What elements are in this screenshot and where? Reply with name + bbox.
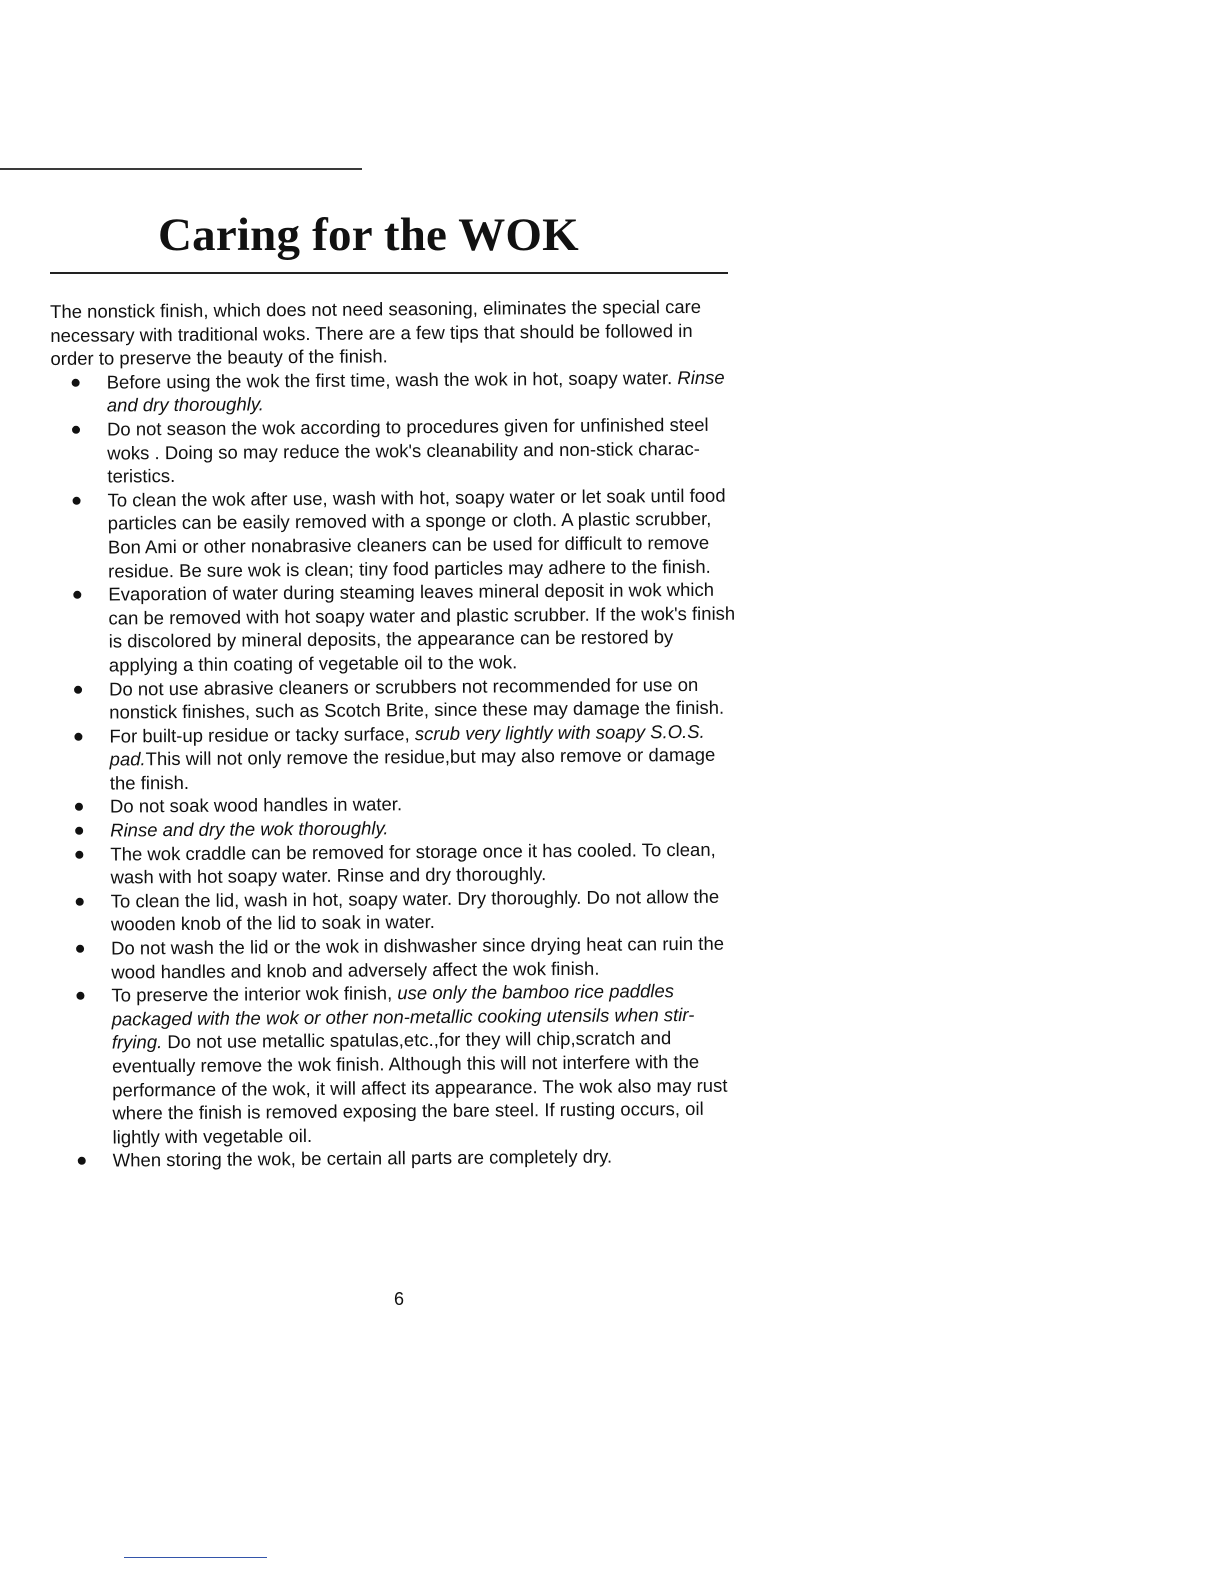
list-item bbox=[52, 578, 741, 678]
tip-emphasis: Rinse and dry thoroughly. bbox=[106, 366, 725, 416]
tip-text: Do not soak wood handles in water. bbox=[109, 793, 403, 818]
intro-paragraph: The nonstick finish, which does not need seasoning, eliminates the special care necessary with traditional woks. There are a few tips that should be followed in order to preserve the beauty of the finish. bbox=[50, 295, 702, 370]
list-item bbox=[55, 932, 743, 985]
bullet-icon bbox=[76, 992, 84, 1000]
list-item bbox=[51, 413, 740, 489]
bullet-icon bbox=[72, 426, 80, 434]
page-content bbox=[50, 295, 745, 1173]
tip-text-after: Do not use metallic spatulas,etc.,for they will chip,scratch and eventually remove the wok finish. Although this will not interfere with the performance of the wok, it will affect its appearance. The wok also may rust where the finish is removed exposing the bare steel. If rusting occurs, oil lightly with vegetable oil. bbox=[111, 1027, 728, 1148]
tip-text: Do not wash the lid or the wok in dishwasher since drying heat can ruin the wood handles and knob and adversely affect the wok finish. bbox=[111, 932, 725, 983]
tip-text: Do not season the wok according to procedures given for unfinished steel woks . Doing so may reduce the wok's cleanability and non-stick charac-teristics. bbox=[106, 413, 709, 487]
tip-text: The wok craddle can be removed for storage once it has cooled. To clean, wash with hot soapy water. Rinse and dry thoroughly. bbox=[110, 838, 716, 888]
list-item bbox=[54, 837, 742, 890]
tip-text: For built-up residue or tacky surface, bbox=[109, 722, 415, 747]
list-item bbox=[57, 1144, 745, 1173]
bullet-icon bbox=[74, 685, 82, 693]
list-item bbox=[55, 979, 744, 1150]
bullet-icon bbox=[73, 591, 81, 599]
tip-emphasis: scrub very lightly with soapy S.O.S. pad. bbox=[109, 720, 705, 770]
bottom-rule bbox=[124, 1557, 267, 1558]
bullet-icon bbox=[74, 732, 82, 740]
bullet-icon bbox=[76, 898, 84, 906]
tip-text-after: This will not only remove the residue,but may also remove or damage the finish. bbox=[109, 744, 716, 794]
bullet-icon bbox=[75, 803, 83, 811]
tip-text: To clean the lid, wash in hot, soapy water. Dry thoroughly. Do not allow the wooden knob of the lid to soak in water. bbox=[110, 885, 720, 935]
tip-emphasis: Rinse and dry the wok thoroughly. bbox=[110, 817, 389, 841]
bullet-icon bbox=[76, 945, 84, 953]
tip-emphasis: use only the bamboo rice paddles packaged with the wok or other non-metallic cooking utensils when stir-frying. bbox=[111, 980, 695, 1053]
tip-text: To clean the wok after use, wash with hot, soapy water or let soak until food particles can be easily removed with a sponge or cloth. A plastic scrubber, Bon Ami or other nonabrasive cleaners can be used for difficult to remove residue. Be sure wok is clean; tiny food particles may adhere to the finish. bbox=[107, 484, 726, 582]
bullet-icon bbox=[72, 379, 80, 387]
page-title: Caring for the WOK bbox=[158, 209, 579, 261]
bullet-icon bbox=[73, 497, 81, 505]
tip-text: To preserve the interior wok finish, bbox=[111, 982, 398, 1006]
bullet-icon bbox=[75, 827, 83, 835]
list-item bbox=[53, 719, 742, 795]
list-item bbox=[55, 884, 743, 937]
top-rule bbox=[0, 168, 362, 170]
list-item bbox=[51, 483, 740, 583]
list-item bbox=[51, 365, 739, 418]
title-underline bbox=[50, 272, 728, 274]
tip-text: Do not use abrasive cleaners or scrubbers not recommended for use on nonstick finishes, such as Scotch Brite, since these may damage the finish. bbox=[108, 673, 725, 723]
bullet-icon bbox=[78, 1157, 86, 1165]
bullet-icon bbox=[75, 850, 83, 858]
tip-text: Evaporation of water during steaming leaves mineral deposit in wok which can be removed with hot soapy water and plastic scrubber. If the wok's finish is discolored by mineral deposits, the appearance can be restored by applying a thin coating of vegetable oil to the wok. bbox=[108, 578, 736, 676]
care-tips-list bbox=[51, 365, 745, 1173]
page-number: 6 bbox=[394, 1289, 405, 1309]
tip-text: When storing the wok, be certain all parts are completely dry. bbox=[112, 1145, 613, 1171]
list-item bbox=[53, 672, 741, 725]
tip-text: Before using the wok the first time, wash the wok in hot, soapy water. bbox=[106, 366, 678, 393]
